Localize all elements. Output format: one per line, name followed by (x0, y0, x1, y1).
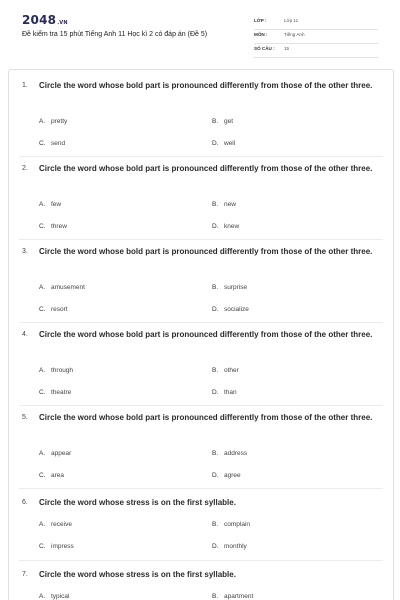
option-letter: B. (212, 521, 219, 528)
logo-suffix: .VN (57, 20, 68, 26)
option-letter: B. (212, 118, 219, 125)
meta-class-value: Lớp 11 (284, 18, 299, 23)
divider (19, 239, 383, 240)
option-text: complain (224, 521, 251, 528)
option-text: amusement (51, 284, 85, 291)
option-letter: A. (39, 450, 46, 457)
option-letter: B. (212, 367, 219, 374)
logo-text: 2048 (22, 13, 57, 27)
divider (19, 488, 383, 489)
question-text: Circle the word whose stress is on the first syllable. (39, 570, 236, 579)
option-c[interactable] (39, 543, 74, 550)
option-text: monthly (224, 543, 247, 550)
option-text: well (224, 140, 236, 147)
option-letter: D. (212, 223, 219, 230)
option-text: impress (51, 543, 74, 550)
option-letter: B. (212, 450, 219, 457)
option-b[interactable] (212, 593, 253, 600)
option-letter: D. (212, 472, 219, 479)
option-c[interactable] (39, 140, 65, 147)
option-text: theatre (51, 389, 72, 396)
meta-count-row (254, 43, 378, 58)
option-text: new (224, 201, 236, 208)
option-d[interactable] (212, 223, 239, 230)
option-d[interactable] (212, 472, 241, 479)
question-number: 4. (22, 331, 28, 338)
option-letter: A. (39, 118, 46, 125)
option-c[interactable] (39, 389, 71, 396)
meta-subject-key: MÔN : (254, 32, 268, 37)
option-letter: C. (39, 543, 46, 550)
option-text: than (224, 389, 237, 396)
option-letter: C. (39, 223, 46, 230)
divider (19, 322, 383, 323)
option-letter: A. (39, 201, 46, 208)
question-number: 1. (22, 82, 28, 89)
divider (19, 560, 383, 561)
option-a[interactable] (39, 201, 61, 208)
site-logo[interactable] (22, 13, 68, 27)
question-text: Circle the word whose bold part is pronounced differently from those of the other three. (39, 164, 373, 173)
option-a[interactable] (39, 521, 72, 528)
meta-class-row (254, 15, 378, 30)
option-letter: A. (39, 284, 46, 291)
option-letter: B. (212, 284, 219, 291)
option-b[interactable] (212, 450, 247, 457)
option-letter: A. (39, 521, 46, 528)
option-text: area (51, 472, 65, 479)
option-a[interactable] (39, 450, 71, 457)
option-letter: C. (39, 389, 46, 396)
option-text: address (224, 450, 248, 457)
option-a[interactable] (39, 118, 67, 125)
option-letter: B. (212, 593, 219, 600)
question-number: 7. (22, 571, 28, 578)
option-letter: D. (212, 140, 219, 147)
option-a[interactable] (39, 593, 69, 600)
option-letter: D. (212, 543, 219, 550)
option-letter: A. (39, 593, 46, 600)
option-d[interactable] (212, 140, 235, 147)
option-text: send (51, 140, 66, 147)
divider (19, 156, 383, 157)
option-text: threw (51, 223, 67, 230)
option-text: knew (224, 223, 240, 230)
question-text: Circle the word whose bold part is pronounced differently from those of the other three. (39, 247, 373, 256)
option-d[interactable] (212, 306, 249, 313)
option-text: appear (51, 450, 72, 457)
option-text: resort (51, 306, 68, 313)
divider (19, 405, 383, 406)
option-letter: C. (39, 140, 46, 147)
question-text: Circle the word whose stress is on the first syllable. (39, 498, 236, 507)
question-number: 6. (22, 499, 28, 506)
option-c[interactable] (39, 472, 64, 479)
option-letter: D. (212, 389, 219, 396)
option-b[interactable] (212, 284, 247, 291)
question-text: Circle the word whose bold part is pronounced differently from those of the other three. (39, 413, 373, 422)
option-text: apartment (224, 593, 254, 600)
question-sheet (8, 69, 394, 600)
document-title: Đề kiểm tra 15 phút Tiếng Anh 11 Học kì 2 có đáp án (Đề 5) (22, 31, 208, 38)
option-text: pretty (51, 118, 68, 125)
meta-class-key: LỚP : (254, 18, 267, 23)
option-b[interactable] (212, 201, 236, 208)
option-text: typical (51, 593, 70, 600)
option-text: get (224, 118, 234, 125)
option-a[interactable] (39, 284, 85, 291)
meta-subject-value: Tiếng Anh (284, 32, 305, 37)
question-text: Circle the word whose bold part is pronounced differently from those of the other three. (39, 330, 373, 339)
option-text: socialize (224, 306, 249, 313)
option-text: few (51, 201, 62, 208)
option-d[interactable] (212, 389, 237, 396)
question-number: 3. (22, 248, 28, 255)
option-text: surprise (224, 284, 248, 291)
option-letter: C. (39, 306, 46, 313)
option-b[interactable] (212, 367, 239, 374)
question-number: 5. (22, 414, 28, 421)
option-letter: B. (212, 201, 219, 208)
option-letter: A. (39, 367, 46, 374)
option-a[interactable] (39, 367, 73, 374)
header (0, 0, 400, 68)
option-b[interactable] (212, 118, 233, 125)
meta-count-key: SỐ CÂU : (254, 46, 275, 51)
option-text: agree (224, 472, 241, 479)
question-text: Circle the word whose bold part is pronounced differently from those of the other three. (39, 81, 373, 90)
option-b[interactable] (212, 521, 250, 528)
option-c[interactable] (39, 223, 67, 230)
option-text: receive (51, 521, 72, 528)
meta-count-value: 15 (284, 46, 290, 51)
meta-subject-row (254, 29, 378, 44)
option-d[interactable] (212, 543, 247, 550)
option-letter: D. (212, 306, 219, 313)
option-c[interactable] (39, 306, 68, 313)
option-letter: C. (39, 472, 46, 479)
option-text: other (224, 367, 239, 374)
option-text: through (51, 367, 74, 374)
question-number: 2. (22, 165, 28, 172)
